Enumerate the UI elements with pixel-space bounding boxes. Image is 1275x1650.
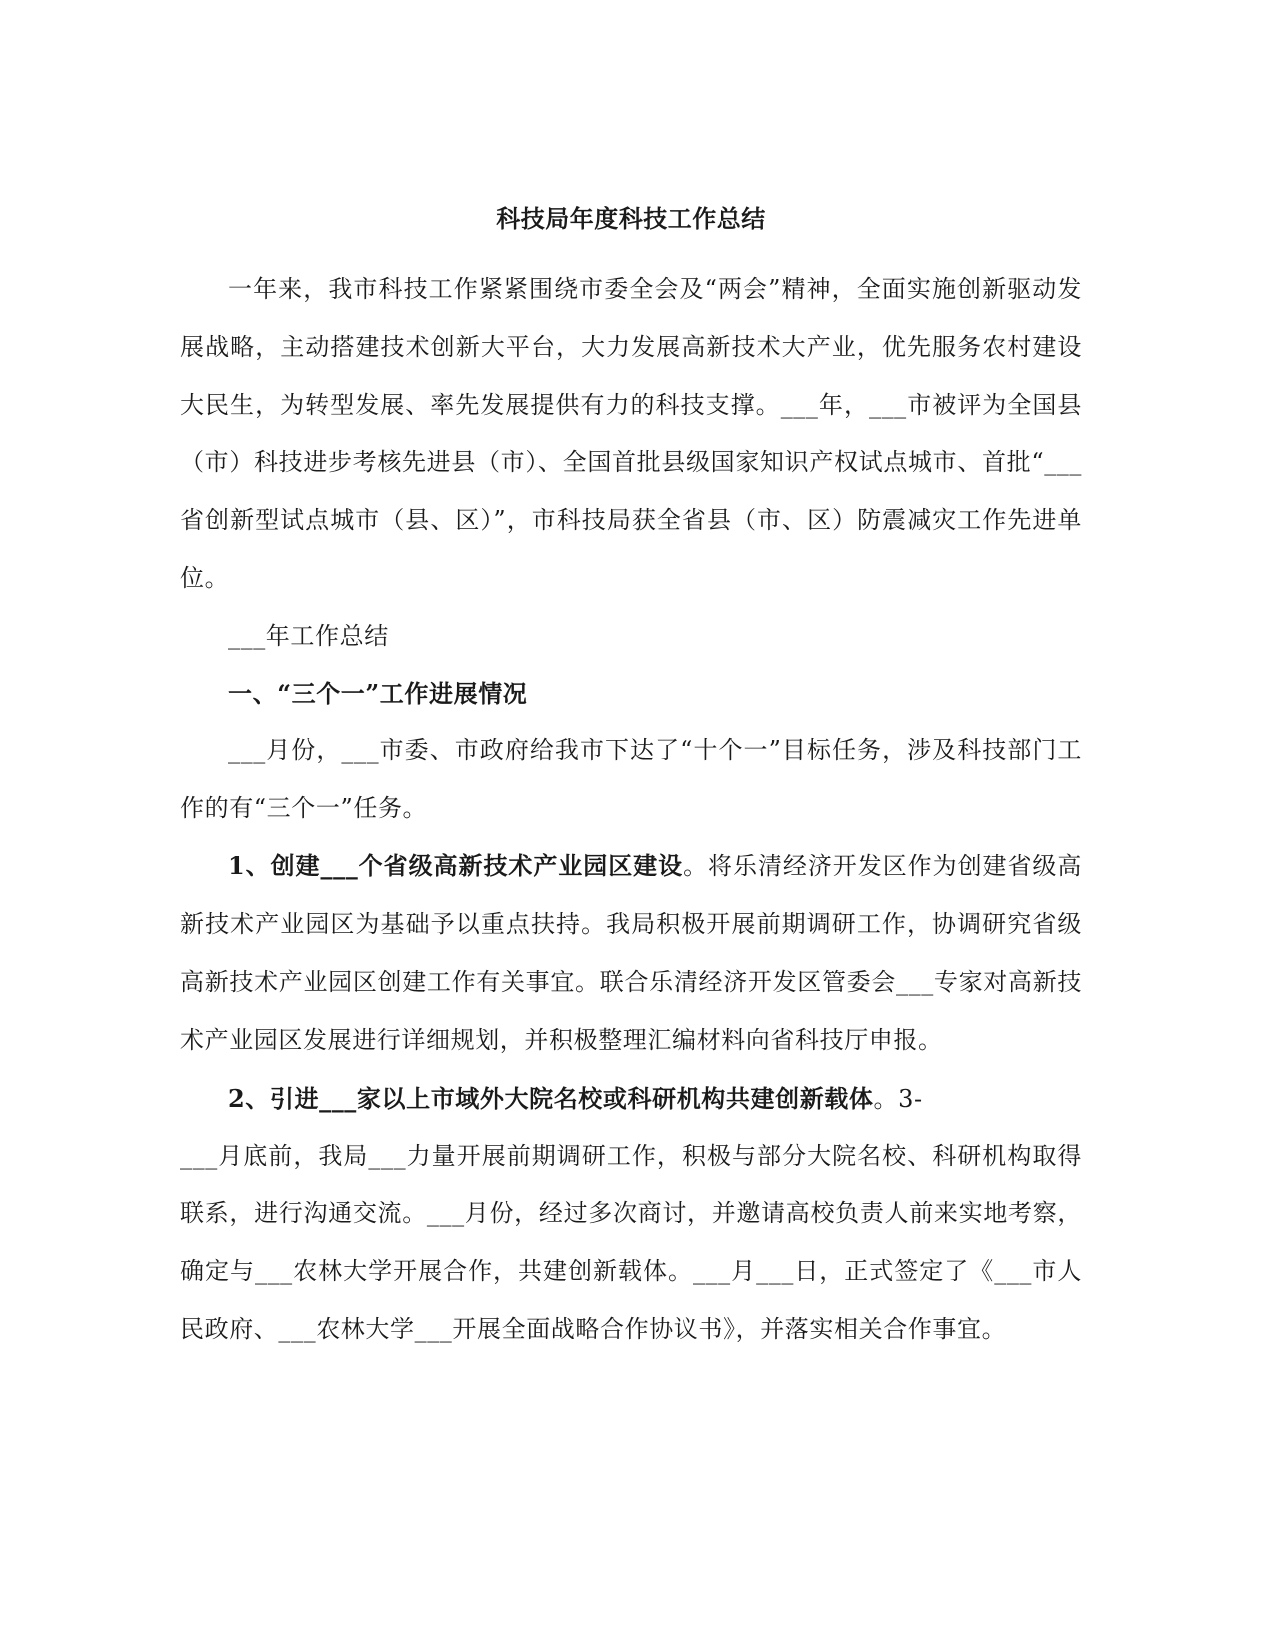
section-intro-paragraph: ___月份，___市委、市政府给我市下达了“十个一”目标任务，涉及科技部门工作的有“三个一”任务。 <box>180 735 1082 822</box>
item-2-lead: 2、引进___家以上市域外大院名校或科研机构共建创新载体 <box>228 1083 874 1113</box>
item-2-body: ___月底前，我局___力量开展前期调研工作，积极与部分大院名校、科研机构取得联系，进行沟通交流。___月份，经过多次商讨，并邀请高校负责人前来实地考察，确定与___农林大学开展合作，共建创新载体。___月___日，正式签定了《___市人民政府、___农林大学___开展全面战略合作协议书》，并落实相关合作事宜。 <box>180 1141 1082 1343</box>
item-1-lead: 1、创建___个省级高新技术产业园区建设 <box>228 851 684 881</box>
document-title: 科技局年度科技工作总结 <box>496 204 766 233</box>
summary-label: ___年工作总结 <box>228 621 389 650</box>
document-page <box>180 192 1082 1359</box>
item-1-paragraph <box>180 837 1082 1069</box>
intro-paragraph: 一年来，我市科技工作紧紧围绕市委全会及“两会”精神，全面实施创新驱动发展战略，主动搭建技术创新大平台，大力发展高新技术大产业，优先服务农村建设大民生，为转型发展、率先发展提供有力的科技支撑。___年，___市被评为全国县（市）科技进步考核先进县（市）、全国首批县级国家知识产权试点城市、首批“___省创新型试点城市（县、区）”，市科技局获全省县（市、区）防震减灾工作先进单位。 <box>180 275 1082 592</box>
item-2-tail: 。3- <box>873 1084 923 1113</box>
section-heading: 一、“三个一”工作进展情况 <box>228 678 528 708</box>
item-2-lead-line <box>180 1070 1082 1128</box>
item-1-body: 。将乐清经济开发区作为创建省级高新技术产业园区为基础予以重点扶持。我局积极开展前期调研工作，协调研究省级高新技术产业园区创建工作有关事宜。联合乐清经济开发区管委会___专家对高新技术产业园区发展进行详细规划，并积极整理汇编材料向省科技厅申报。 <box>180 852 1082 1054</box>
